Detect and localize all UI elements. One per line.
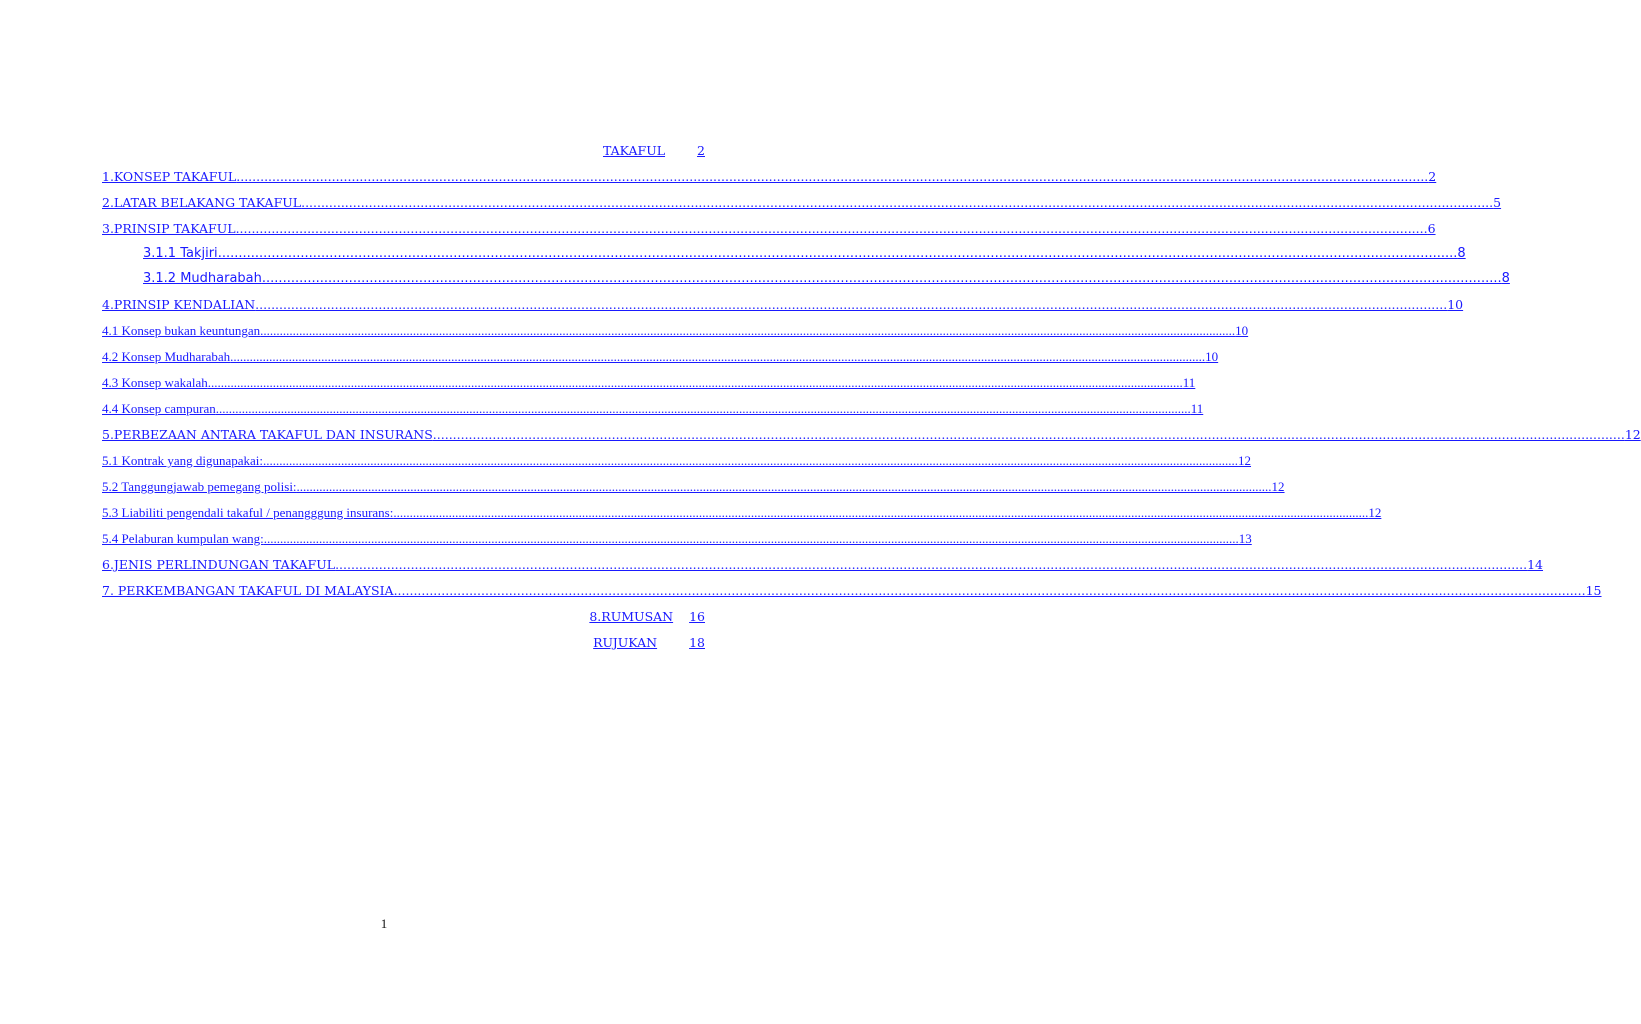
toc-leader-dots: ............................................................................................................................................................................................................................................................................................................ [235,221,1428,236]
toc-entry-label: 5.2 Tanggungjawab pemegang polisi: [102,479,297,494]
toc-entry-label: 4.3 Konsep wakalah [102,375,208,390]
toc-entry-label: 6.JENIS PERLINDUNGAN TAKAFUL [102,557,336,572]
toc-entry-label: 3.1.2 Mudharabah [143,271,262,286]
toc-entry-label: 5.1 Kontrak yang digunapakai: [102,453,264,468]
toc-entry[interactable] [102,505,1382,521]
toc-entry[interactable] [102,427,1641,443]
toc-leader-dots: ............................................................................................................................................................................................................................................................................................................ [230,349,1206,364]
toc-entry[interactable] [102,323,1249,339]
toc-entry-page: 8 [1457,246,1466,261]
toc-leader-dots: ............................................................................................................................................................................................................................................................................................................ [263,531,1239,546]
toc-entry[interactable] [102,479,1285,495]
toc-leader-dots: ............................................................................................................................................................................................................................................................................................................ [215,401,1191,416]
toc-entry-page: 11 [1190,401,1204,416]
toc-leader-dots: ............................................................................................................................................................................................................................................................................................................ [393,583,1586,598]
toc-entry-page: 10 [1235,323,1249,338]
toc-leader-dots: ............................................................................................................................................................................................................................................................................................................ [261,271,1502,286]
toc-entry-page: 10 [1447,297,1464,312]
toc-entry[interactable] [102,143,705,159]
toc-leader-dots: ............................................................................................................................................................................................................................................................................................................ [335,557,1528,572]
toc-entry-page: 12 [1624,427,1641,442]
toc-entry-label: 1.KONSEP TAKAFUL [102,169,237,184]
toc-entry-page: 13 [1238,531,1252,546]
toc-entry-label: 8.RUMUSAN [589,609,674,624]
toc-entry[interactable] [102,583,1602,599]
toc-entry-label: 4.4 Konsep campuran [102,401,216,416]
toc-entry-label: 3.PRINSIP TAKAFUL [102,221,236,236]
toc-leader-dots: ............................................................................................................................................................................................................................................................................................................ [393,505,1369,520]
toc-entry-page: 18 [689,635,705,650]
toc-entry[interactable] [102,635,705,651]
toc-entry-page: 12 [1238,453,1252,468]
toc-entry-label: 5.PERBEZAAN ANTARA TAKAFUL DAN INSURANS [102,427,433,442]
toc-leader-dots: ............................................................................................................................................................................................................................................................................................................ [296,479,1272,494]
toc-entry-page: 11 [1182,375,1196,390]
toc-leader-dots: ............................................................................................................................................................................................................................................................................................................ [236,169,1429,184]
toc-entry[interactable] [102,453,1252,469]
toc-entry-page: 5 [1493,195,1502,210]
toc-entry[interactable] [102,531,1252,547]
toc-entry[interactable] [102,609,705,625]
toc-entry[interactable] [143,246,1466,262]
toc-entry-label: RUJUKAN [593,635,658,650]
toc-entry-page: 2 [1428,169,1437,184]
toc-entry-page: 2 [697,143,705,158]
toc-entry-page: 14 [1527,557,1544,572]
toc-entry-page: 10 [1205,349,1219,364]
toc-leader-dots: ............................................................................................................................................................................................................................................................................................................ [301,195,1494,210]
toc-leader-dots: ............................................................................................................................................................................................................................................................................................................ [260,323,1236,338]
toc-entry-label: 4.2 Konsep Mudharabah [102,349,231,364]
toc-entry-page: 12 [1271,479,1285,494]
toc-entry-page: 12 [1368,505,1382,520]
toc-entry[interactable] [102,557,1544,573]
toc-entry-page: 15 [1585,583,1602,598]
page-number: 1 [380,916,388,931]
toc-entry-label: TAKAFUL [602,143,666,158]
toc-entry-page: 6 [1427,221,1436,236]
toc-entry[interactable] [102,375,1196,391]
toc-leader-dots: ............................................................................................................................................................................................................................................................................................................ [432,427,1625,442]
toc-entry-label: 3.1.1 Takjiri [143,246,218,261]
toc-entry-label: 4.PRINSIP KENDALIAN [102,297,256,312]
toc-leader-dots: ............................................................................................................................................................................................................................................................................................................ [263,453,1239,468]
toc-entry-page: 16 [689,609,705,624]
toc-entry[interactable] [102,221,1436,237]
toc-entry[interactable] [102,195,1502,211]
toc-leader-dots: ............................................................................................................................................................................................................................................................................................................ [217,246,1458,261]
toc-entry[interactable] [143,271,1510,287]
toc-leader-dots: ............................................................................................................................................................................................................................................................................................................ [207,375,1183,390]
toc-entry[interactable] [102,401,1204,417]
toc-entry[interactable] [102,169,1437,185]
toc-entry-label: 4.1 Konsep bukan keuntungan [102,323,261,338]
toc-leader-dots: ............................................................................................................................................................................................................................................................................................................ [255,297,1448,312]
toc-entry[interactable] [102,349,1219,365]
toc-entry[interactable] [102,297,1464,313]
toc-entry-page: 8 [1501,271,1510,286]
toc-entry-label: 5.3 Liabiliti pengendali takaful / penangggung insurans: [102,505,394,520]
toc-entry-label: 7. PERKEMBANGAN TAKAFUL DI MALAYSIA [102,583,394,598]
toc-entry-label: 5.4 Pelaburan kumpulan wang: [102,531,264,546]
toc-entry-label: 2.LATAR BELAKANG TAKAFUL [102,195,302,210]
